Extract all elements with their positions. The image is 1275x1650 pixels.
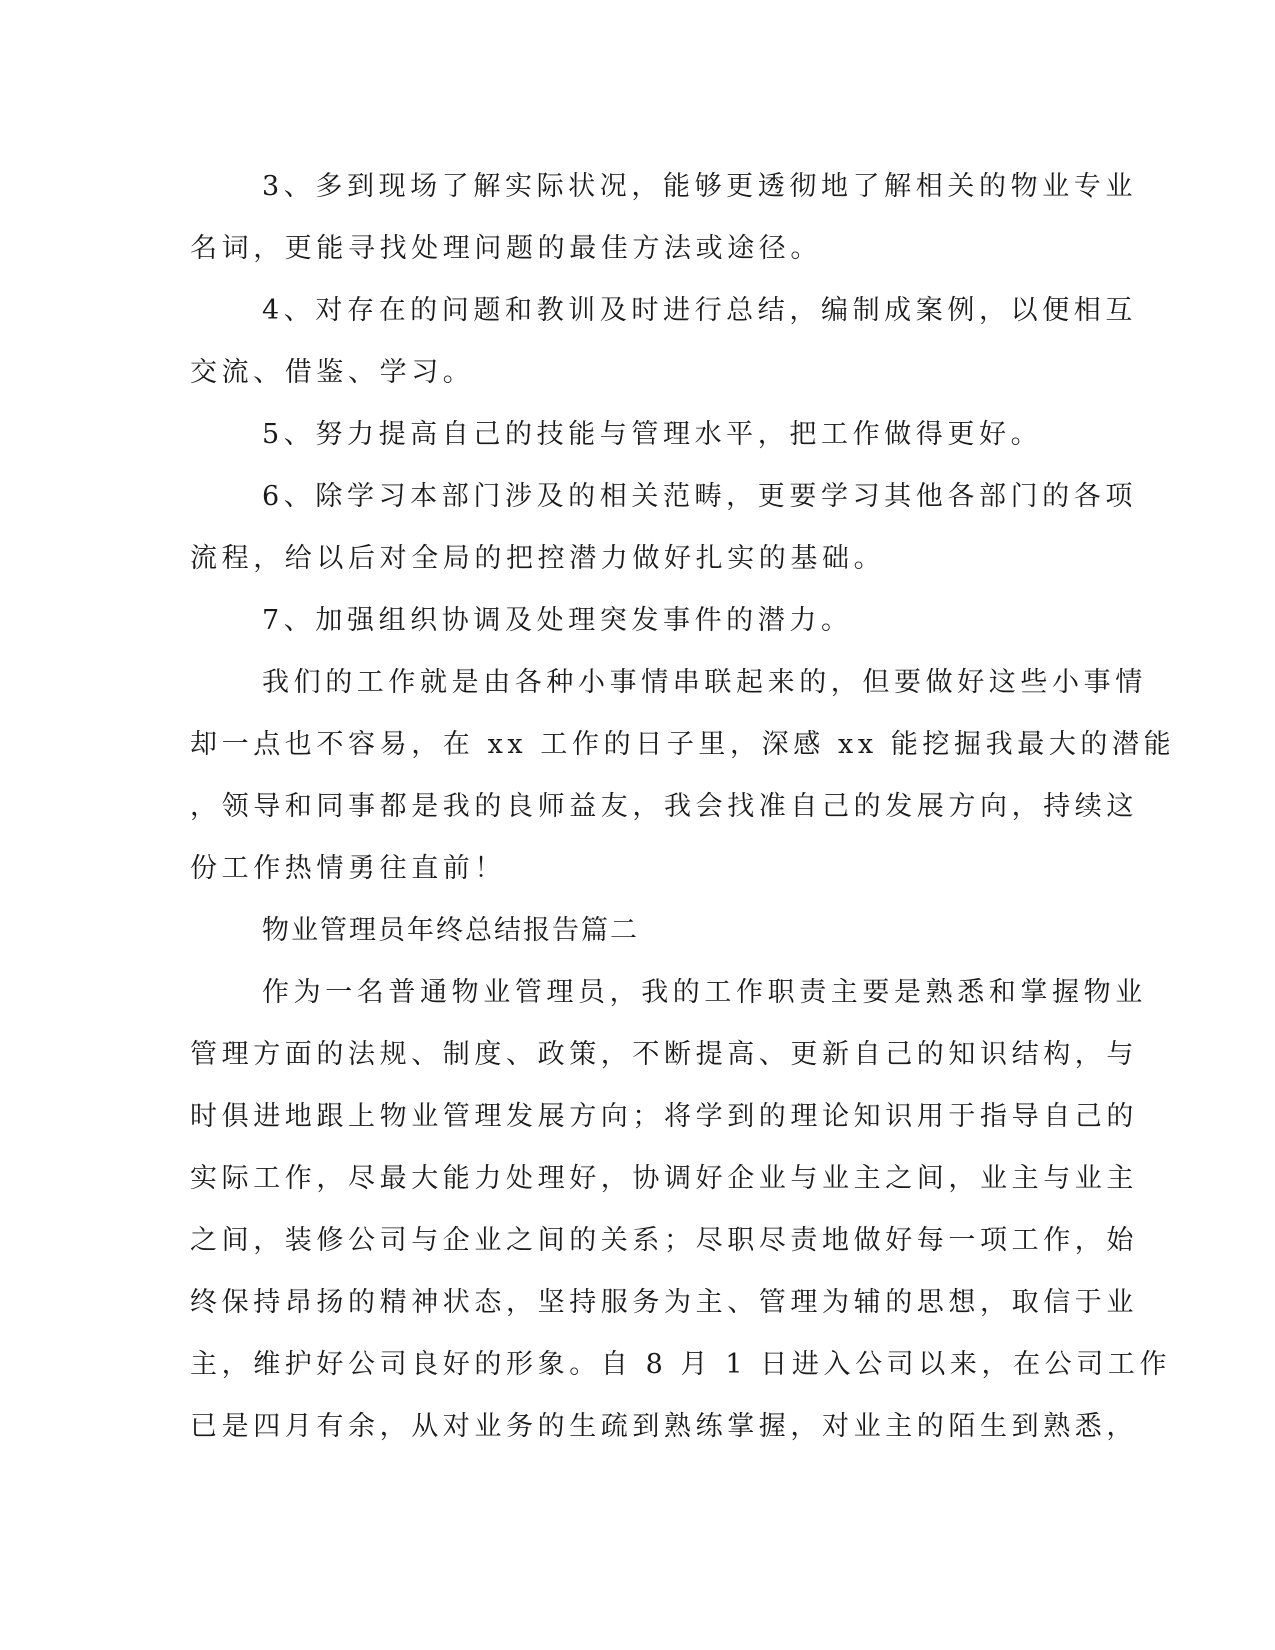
paragraph-line: 5、努力提高自己的技能与管理水平，把工作做得更好。 — [262, 419, 1043, 450]
paragraph-line: 已是四月有余，从对业务的生疏到熟练掌握，对业主的陌生到熟悉， — [190, 1411, 1138, 1442]
paragraph-line: 实际工作，尽最大能力处理好，协调好企业与业主之间，业主与业主 — [190, 1163, 1138, 1194]
paragraph-line: 终保持昂扬的精神状态，坚持服务为主、管理为辅的思想，取信于业 — [190, 1287, 1138, 1318]
paragraph-line: 主，维护好公司良好的形象。自 8 月 1 日进入公司以来，在公司工作 — [190, 1349, 1172, 1380]
paragraph-line: 4、对存在的问题和教训及时进行总结，编制成案例，以便相互 — [262, 295, 1137, 326]
paragraph-line: 我们的工作就是由各种小事情串联起来的，但要做好这些小事情 — [262, 667, 1147, 698]
paragraph-line: 流程，给以后对全局的把控潜力做好扎实的基础。 — [190, 543, 886, 574]
paragraph-line: ，领导和同事都是我的良师益友，我会找准自己的发展方向，持续这 — [190, 791, 1138, 822]
paragraph-line: 7、加强组织协调及处理突发事件的潜力。 — [262, 605, 853, 636]
paragraph-line: 名词，更能寻找处理问题的最佳方法或途径。 — [190, 233, 822, 264]
paragraph-line: 3、多到现场了解实际状况，能够更透彻地了解相关的物业专业 — [262, 171, 1137, 202]
paragraph-line: 交流、借鉴、学习。 — [190, 357, 475, 388]
section-heading: 物业管理员年终总结报告篇二 — [262, 915, 639, 946]
paragraph-line: 管理方面的法规、制度、政策，不断提高、更新自己的知识结构，与 — [190, 1039, 1138, 1070]
paragraph-line: 却一点也不容易，在 xx 工作的日子里，深感 xx 能挖掘我最大的潜能 — [190, 729, 1176, 760]
paragraph-line: 6、除学习本部门涉及的相关范畴，更要学习其他各部门的各项 — [262, 481, 1137, 512]
document-body — [190, 156, 1176, 1458]
paragraph-line: 时俱进地跟上物业管理发展方向；将学到的理论知识用于指导自己的 — [190, 1101, 1138, 1132]
paragraph-line: 之间，装修公司与企业之间的关系；尽职尽责地做好每一项工作，始 — [190, 1225, 1138, 1256]
paragraph-line: 作为一名普通物业管理员，我的工作职责主要是熟悉和掌握物业 — [262, 977, 1147, 1008]
paragraph-line: 份工作热情勇往直前！ — [190, 853, 506, 884]
